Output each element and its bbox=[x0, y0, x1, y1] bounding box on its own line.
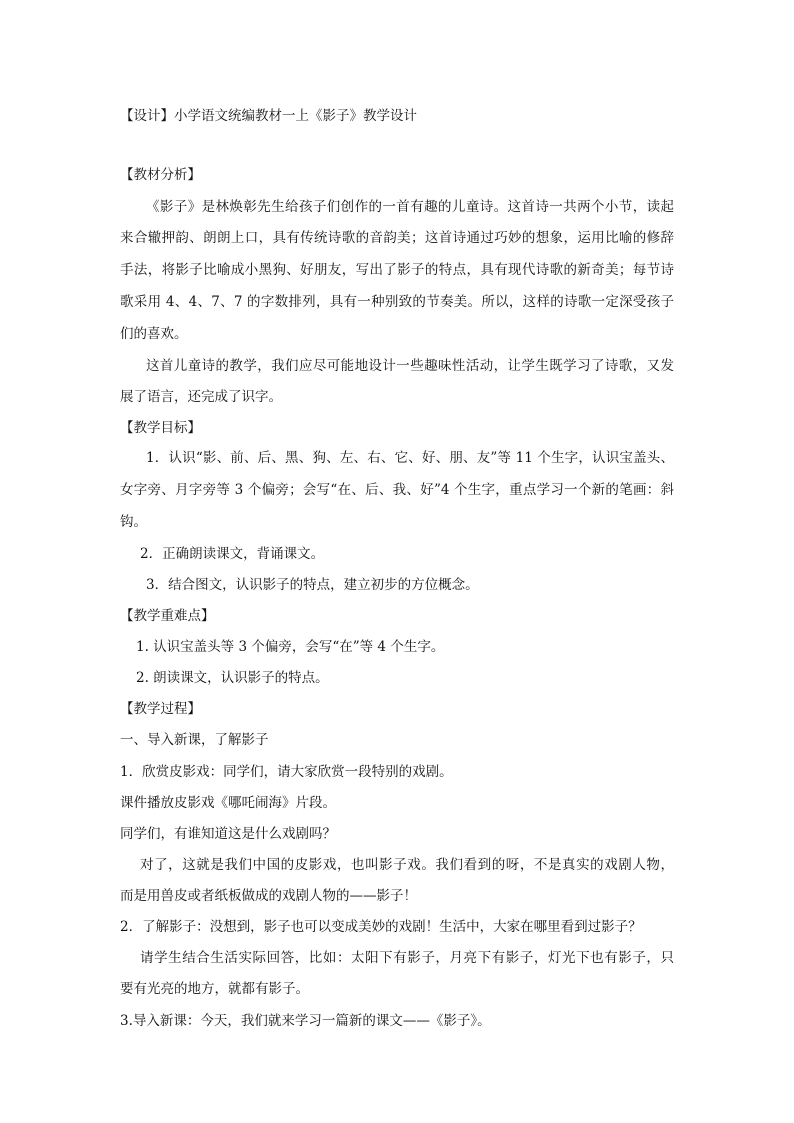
analysis-line: 来合辙押韵、朗朗上口，具有传统诗歌的音韵美；这首诗通过巧妙的想象，运用比喻的修辞 bbox=[120, 230, 674, 246]
analysis-line: 们的喜欢。 bbox=[120, 326, 188, 342]
key-point: 1. 认识宝盖头等 3 个偏旁，会写“在”等 4 个生字。 bbox=[136, 639, 445, 655]
analysis-line: 《影子》是林焕彰先生给孩子们创作的一首有趣的儿童诗。这首诗一共两个小节，读起 bbox=[146, 199, 674, 215]
analysis-line: 手法，将影子比喻成小黑狗、好朋友，写出了影子的特点，具有现代诗歌的新奇美；每节诗 bbox=[120, 262, 674, 278]
heading-goals: 【教学目标】 bbox=[120, 420, 201, 436]
key-point: 2. 朗读课文，认识影子的特点。 bbox=[136, 670, 329, 686]
process-line: 课件播放皮影戏《哪吒闹海》片段。 bbox=[120, 795, 336, 811]
goal-line: 钩。 bbox=[120, 514, 147, 530]
process-step: 3.导入新课：今天，我们就来学习一篇新的课文——《影子》。 bbox=[120, 1013, 491, 1029]
process-line: 而是用兽皮或者纸板做成的戏剧人物的——影子！ bbox=[120, 888, 417, 904]
heading-process: 【教学过程】 bbox=[120, 701, 201, 717]
document-title: 【设计】小学语文统编教材一上《影子》教学设计 bbox=[120, 108, 417, 124]
analysis-line: 展了语言，还完成了识字。 bbox=[120, 389, 282, 405]
heading-analysis: 【教材分析】 bbox=[120, 167, 201, 183]
process-line: 请学生结合生活实际回答，比如：太阳下有影子，月亮下有影子，灯光下也有影子，只 bbox=[140, 950, 674, 966]
process-step: 2．了解影子：没想到，影子也可以变成美妙的戏剧！生活中，大家在哪里看到过影子？ bbox=[120, 919, 642, 935]
process-part-title: 一、导入新课，了解影子 bbox=[120, 732, 269, 748]
goal-line: 1．认识“影、前、后、黑、狗、左、右、它、好、朋、友”等 11 个生字，认识宝盖头、 bbox=[146, 450, 674, 466]
heading-key-points: 【教学重难点】 bbox=[120, 608, 215, 624]
process-line: 要有光亮的地方，就都有影子。 bbox=[120, 981, 309, 997]
process-line: 同学们，有谁知道这是什么戏剧吗？ bbox=[120, 826, 336, 842]
analysis-line: 这首儿童诗的教学，我们应尽可能地设计一些趣味性活动，让学生既学习了诗歌，又发 bbox=[146, 358, 674, 374]
goal-line: 3．结合图文，认识影子的特点，建立初步的方位概念。 bbox=[146, 577, 479, 593]
process-step: 1．欣赏皮影戏：同学们，请大家欣赏一段特别的戏剧。 bbox=[120, 764, 453, 780]
analysis-line: 歌采用 4、4、7、7 的字数排列，具有一种别致的节奏美。所以，这样的诗歌一定深受孩子 bbox=[120, 294, 674, 310]
process-line: 对了，这就是我们中国的皮影戏，也叫影子戏。我们看到的呀，不是真实的戏剧人物， bbox=[140, 857, 674, 873]
goal-line: 2．正确朗读课文，背诵课文。 bbox=[140, 546, 325, 562]
goal-line: 女字旁、月字旁等 3 个偏旁；会写“在、后、我、好”4 个生字，重点学习一个新的笔画：斜 bbox=[120, 482, 674, 498]
